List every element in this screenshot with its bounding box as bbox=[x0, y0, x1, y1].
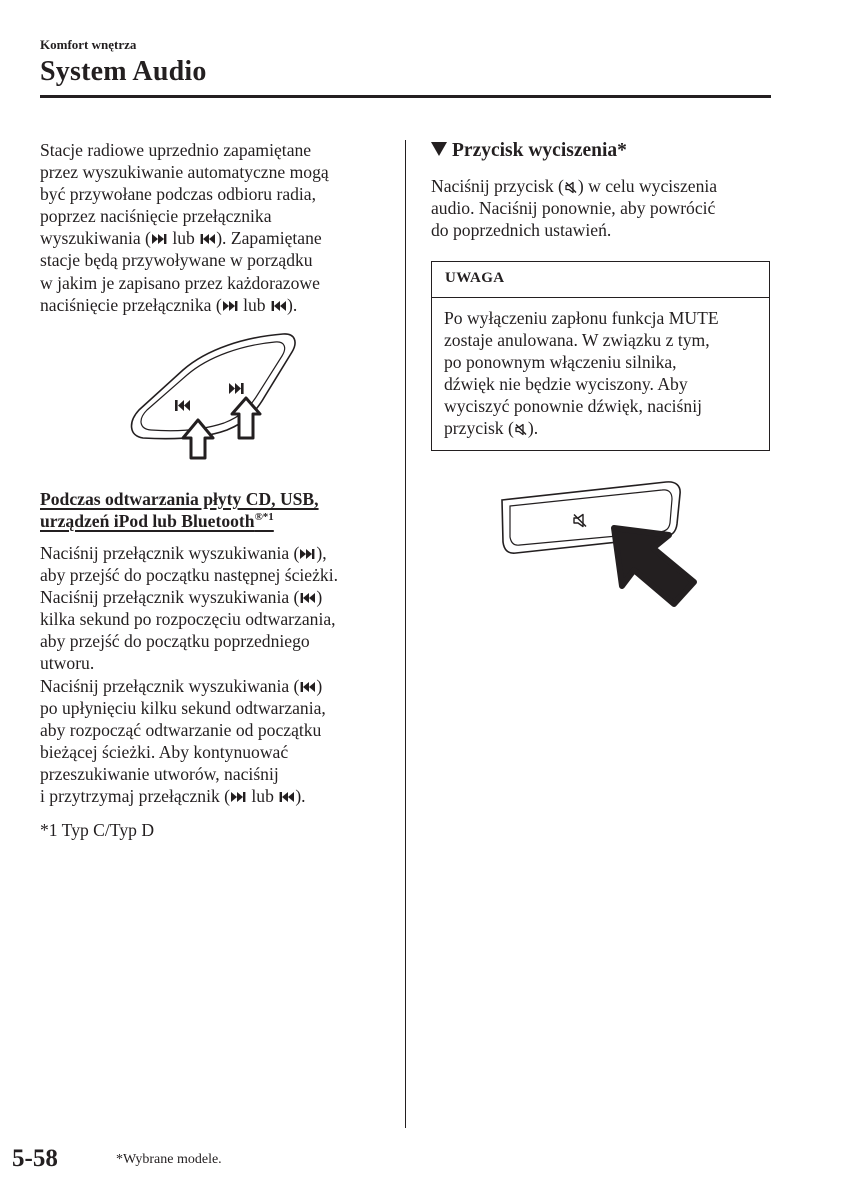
seek-backward-icon bbox=[300, 592, 315, 604]
text-fragment: ) w celu wyciszenia bbox=[577, 176, 718, 196]
text-line: kilka sekund po rozpoczęciu odtwarzania, bbox=[40, 609, 336, 630]
text-fragment: naciśnięcie przełącznika ( bbox=[40, 294, 222, 315]
seek-forward-icon bbox=[231, 791, 246, 803]
page-number: 5-58 bbox=[12, 1145, 58, 1172]
note-title: UWAGA bbox=[432, 262, 769, 298]
text-line: wyciszyć ponownie dźwięk, naciśnij bbox=[444, 396, 702, 416]
text-fragment: ) bbox=[316, 675, 323, 696]
seek-backward-icon bbox=[200, 233, 215, 245]
text-line: audio. Naciśnij ponownie, aby powrócić bbox=[431, 198, 716, 219]
column-divider bbox=[405, 140, 406, 1128]
seek-forward-icon bbox=[152, 233, 167, 245]
text-fragment: ) bbox=[316, 587, 323, 608]
text-fragment: lub bbox=[172, 228, 195, 249]
text-fragment: ). bbox=[527, 418, 539, 438]
text-line: po upłynięciu kilku sekund odtwarzania, bbox=[40, 697, 326, 718]
text-fragment: ), bbox=[316, 543, 327, 563]
text-line: stacje będą przywoływane w porządku bbox=[40, 250, 313, 271]
seek-forward-icon bbox=[300, 548, 315, 560]
text-line: być przywołane podczas odbioru radia, bbox=[40, 184, 317, 205]
text-line bbox=[431, 175, 717, 197]
text-line bbox=[40, 785, 338, 807]
text-line: do poprzednich ustawień. bbox=[431, 220, 612, 241]
text-line bbox=[40, 675, 338, 697]
text-line: utworu. bbox=[40, 653, 95, 674]
mute-paragraph bbox=[431, 175, 717, 241]
mute-icon bbox=[565, 181, 577, 194]
seek-backward-icon bbox=[279, 791, 294, 803]
cd-usb-paragraph bbox=[40, 542, 338, 807]
text-line bbox=[40, 294, 329, 316]
text-fragment: ). bbox=[295, 786, 306, 807]
text-line: przez wyszukiwanie automatyczne mogą bbox=[40, 162, 329, 183]
seek-forward-icon bbox=[223, 300, 238, 312]
text-fragment: lub bbox=[243, 294, 266, 315]
text-fragment: Naciśnij przełącznik wyszukiwania ( bbox=[40, 675, 300, 696]
heading-line bbox=[40, 510, 319, 532]
mute-section-heading bbox=[431, 140, 627, 162]
note-body bbox=[432, 298, 769, 439]
section-label: Komfort wnętrza bbox=[40, 37, 137, 52]
page-title: System Audio bbox=[40, 56, 207, 87]
title-divider bbox=[40, 95, 771, 98]
note-box bbox=[431, 261, 770, 451]
text-line bbox=[444, 417, 769, 439]
footnote: *1 Typ C/Typ D bbox=[40, 820, 155, 840]
text-line: aby rozpocząć odtwarzanie od początku bbox=[40, 719, 322, 740]
text-fragment: lub bbox=[251, 786, 274, 807]
text-line: zostaje anulowana. W związku z tym, bbox=[444, 330, 710, 350]
seek-backward-icon bbox=[300, 681, 315, 693]
seek-backward-icon bbox=[271, 300, 286, 312]
text-line: aby przejść do początku poprzedniego bbox=[40, 631, 310, 652]
footer-note: *Wybrane modele. bbox=[116, 1152, 222, 1167]
text-fragment: ). bbox=[286, 294, 298, 315]
text-line: aby przejść do początku następnej ścieżki. bbox=[40, 565, 338, 586]
heading-line: Podczas odtwarzania płyty CD, USB, bbox=[40, 489, 319, 509]
text-line bbox=[40, 542, 338, 564]
text-fragment: i przytrzymaj przełącznik ( bbox=[40, 786, 231, 807]
text-fragment: wyszukiwania ( bbox=[40, 228, 151, 249]
text-fragment: urządzeń iPod lub Bluetooth bbox=[40, 511, 255, 531]
mute-icon bbox=[515, 423, 527, 436]
text-line bbox=[40, 227, 329, 249]
text-line: w jakim je zapisano przez każdorazowe bbox=[40, 272, 320, 293]
text-line: bieżącej ścieżki. Aby kontynuować bbox=[40, 741, 289, 762]
heading-text: Przycisk wyciszenia* bbox=[452, 140, 627, 161]
text-line: Po wyłączeniu zapłonu funkcja MUTE bbox=[444, 308, 719, 328]
mute-button-illustration bbox=[494, 478, 702, 618]
preset-recall-paragraph bbox=[40, 139, 329, 316]
footnote-marker: ®*1 bbox=[254, 511, 274, 523]
text-fragment: Naciśnij przycisk ( bbox=[431, 176, 564, 196]
text-fragment: przycisk ( bbox=[444, 418, 514, 438]
text-line: po ponownym włączeniu silnika, bbox=[444, 352, 677, 372]
seek-switch-illustration bbox=[125, 330, 300, 460]
text-line bbox=[40, 586, 338, 608]
triangle-bullet-icon bbox=[431, 142, 447, 156]
text-fragment: ). Zapamiętane bbox=[216, 228, 322, 249]
text-line: poprzez naciśnięcie przełącznika bbox=[40, 206, 272, 227]
text-line: przeszukiwanie utworów, naciśnij bbox=[40, 763, 279, 784]
text-fragment: Naciśnij przełącznik wyszukiwania ( bbox=[40, 587, 300, 608]
text-fragment: Naciśnij przełącznik wyszukiwania ( bbox=[40, 543, 300, 563]
text-line: Stacje radiowe uprzednio zapamiętane bbox=[40, 140, 312, 160]
text-line: dźwięk nie będzie wyciszony. Aby bbox=[444, 374, 688, 394]
cd-usb-subheading bbox=[40, 488, 319, 532]
